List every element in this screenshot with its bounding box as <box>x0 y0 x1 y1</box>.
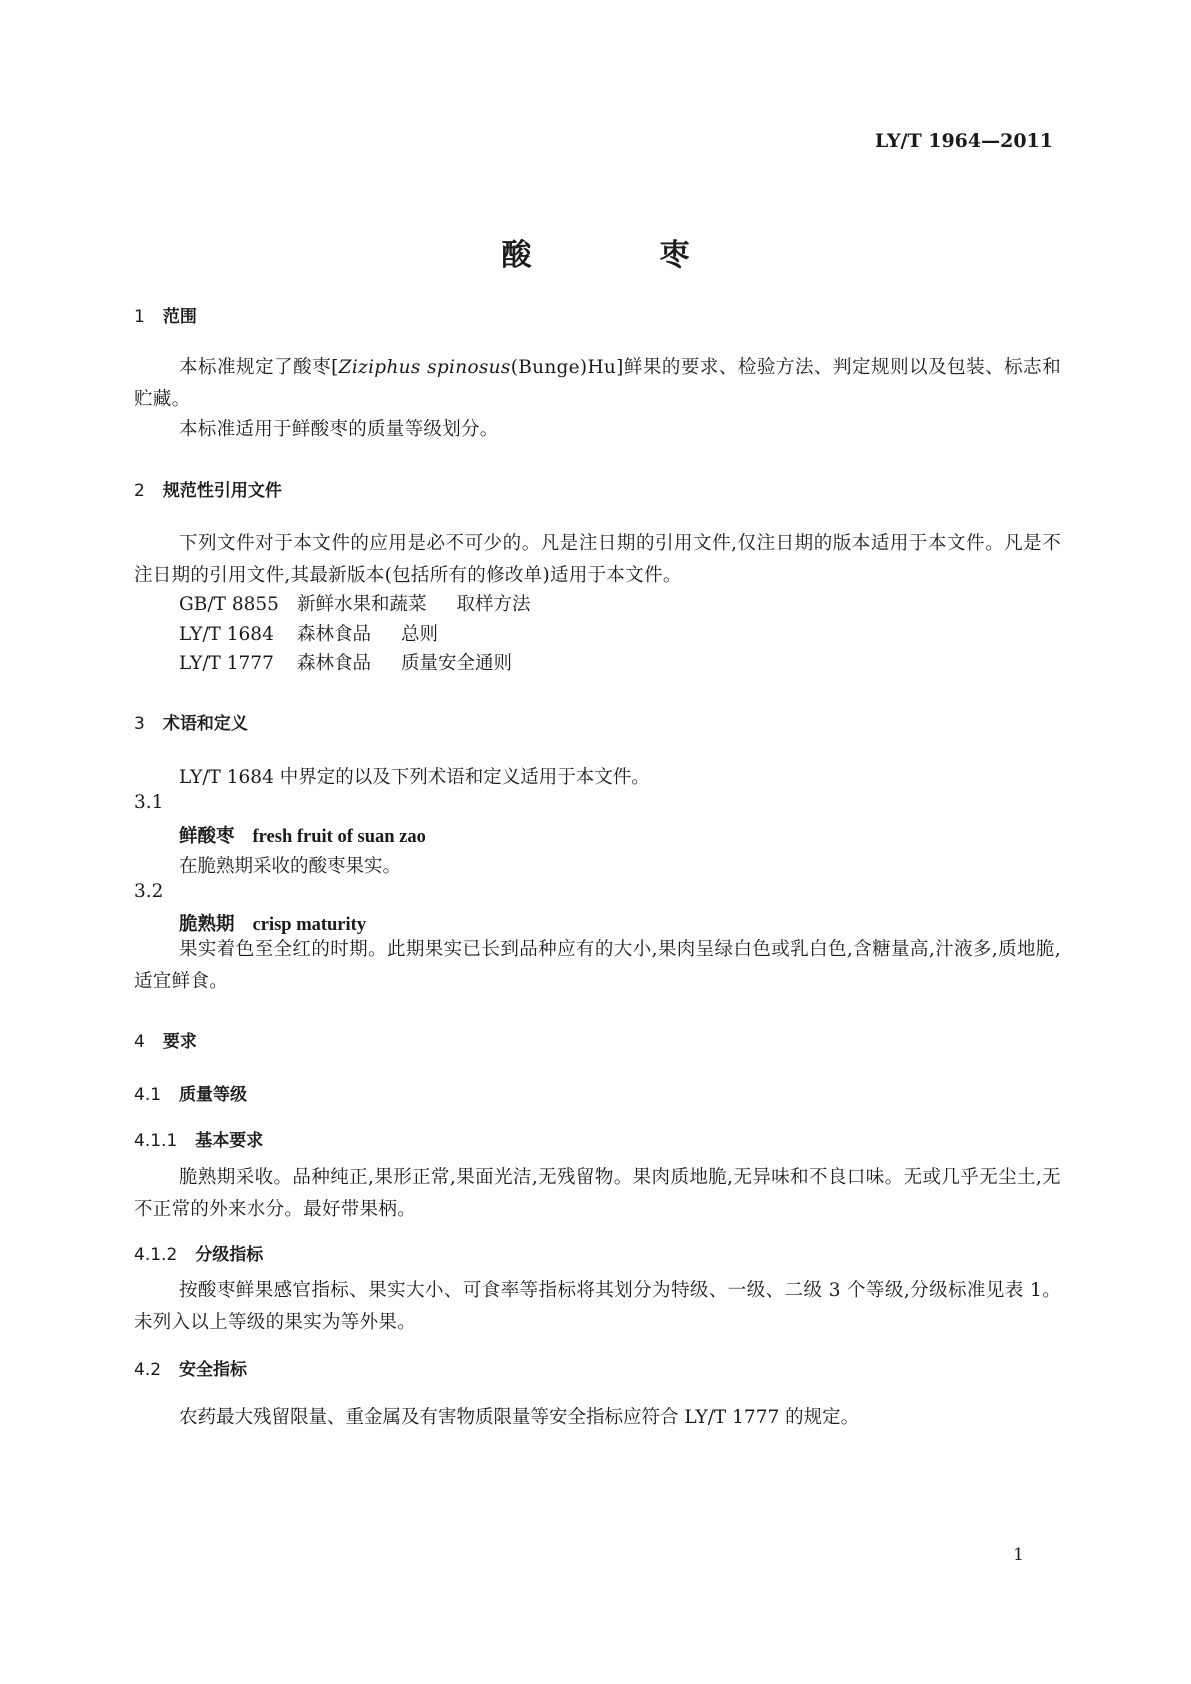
term-english: fresh fruit of suan zao <box>252 827 426 847</box>
title-char-2: 枣 <box>659 238 690 273</box>
term-number: 3.2 <box>134 881 164 902</box>
latin-name: Ziziphus spinosus <box>338 357 511 378</box>
reference-item <box>179 590 531 616</box>
section-heading-2 <box>134 476 282 501</box>
section-heading-4-1-2 <box>134 1240 263 1265</box>
term-entry <box>179 910 366 936</box>
section-number: 1 <box>134 307 145 327</box>
reference-subtitle: 取样方法 <box>456 594 531 615</box>
term-entry <box>179 822 426 848</box>
reference-subtitle: 质量安全通则 <box>401 653 513 674</box>
section-number: 4.1.2 <box>134 1245 178 1265</box>
section-title: 基本要求 <box>195 1131 264 1151</box>
section-title: 规范性引用文件 <box>162 481 282 501</box>
section-heading-3 <box>134 709 248 734</box>
term-english: crisp maturity <box>252 915 367 935</box>
section-number: 3 <box>134 714 145 734</box>
term-chinese: 鲜酸枣 <box>179 826 235 847</box>
reference-name: 森林食品 <box>297 653 372 674</box>
scope-paragraph-2: 本标准适用于鲜酸枣的质量等级划分。 <box>179 419 499 440</box>
section-title: 术语和定义 <box>162 714 248 734</box>
term-definition: 在脆熟期采收的酸枣果实。 <box>179 856 402 877</box>
section-title: 安全指标 <box>179 1360 248 1380</box>
safety-indicators: 农药最大残留限量、重金属及有害物质限量等安全指标应符合 LY/T 1777 的规定。 <box>179 1407 860 1428</box>
page-title <box>0 230 1191 274</box>
section-heading-4-2 <box>134 1355 247 1380</box>
title-char-1: 酸 <box>501 238 532 273</box>
reference-subtitle: 总则 <box>401 624 439 645</box>
scope-paragraph-1 <box>134 352 1061 416</box>
term-number: 3.1 <box>134 792 164 813</box>
terms-intro: LY/T 1684 中界定的以及下列术语和定义适用于本文件。 <box>179 767 650 788</box>
term-chinese: 脆熟期 <box>179 914 235 935</box>
section-title: 要求 <box>162 1032 197 1052</box>
section-heading-4-1-1 <box>134 1126 263 1151</box>
section-number: 4.1.1 <box>134 1131 178 1151</box>
section-heading-4-1 <box>134 1080 247 1105</box>
reference-code: LY/T 1684 <box>179 624 274 645</box>
section-title: 分级指标 <box>195 1245 264 1265</box>
section-heading-1 <box>134 302 197 327</box>
standard-number: LY/T 1964—2011 <box>874 130 1053 152</box>
section-title: 范围 <box>162 307 197 327</box>
section-heading-4 <box>134 1027 197 1052</box>
reference-name: 森林食品 <box>297 624 372 645</box>
grading-criteria: 按酸枣鲜果感官指标、果实大小、可食率等指标将其划分为特级、一级、二级 3 个等级,分级标准见表 1。未列入以上等级的果实为等外果。 <box>134 1280 1061 1333</box>
refs-intro: 下列文件对于本文件的应用是必不可少的。凡是注日期的引用文件,仅注日期的版本适用于本文件。凡是不注日期的引用文件,其最新版本(包括所有的修改单)适用于本文件。 <box>134 533 1061 586</box>
section-number: 4.2 <box>134 1360 162 1380</box>
scope-text-after: (Bunge)Hu]鲜果的要求、检验方法、判定规则以及包装、标志和贮藏。 <box>134 357 1062 410</box>
reference-code: LY/T 1777 <box>179 653 274 674</box>
page-number: 1 <box>1013 1545 1024 1565</box>
section-number: 2 <box>134 481 145 501</box>
scope-text-before: 本标准规定了酸枣[ <box>179 357 339 378</box>
section-number: 4.1 <box>134 1085 162 1105</box>
reference-item <box>179 649 512 675</box>
term-definition: 果实着色至全红的时期。此期果实已长到品种应有的大小,果肉呈绿白色或乳白色,含糖量高,汁液多,质地脆,适宜鲜食。 <box>134 939 1061 992</box>
reference-item <box>179 620 438 646</box>
basic-requirements: 脆熟期采收。品种纯正,果形正常,果面光洁,无残留物。果肉质地脆,无异味和不良口味。无或几乎无尘土,无不正常的外来水分。最好带果柄。 <box>134 1167 1061 1220</box>
section-title: 质量等级 <box>179 1085 248 1105</box>
reference-name: 新鲜水果和蔬菜 <box>297 594 427 615</box>
reference-code: GB/T 8855 <box>179 594 279 615</box>
section-number: 4 <box>134 1032 145 1052</box>
